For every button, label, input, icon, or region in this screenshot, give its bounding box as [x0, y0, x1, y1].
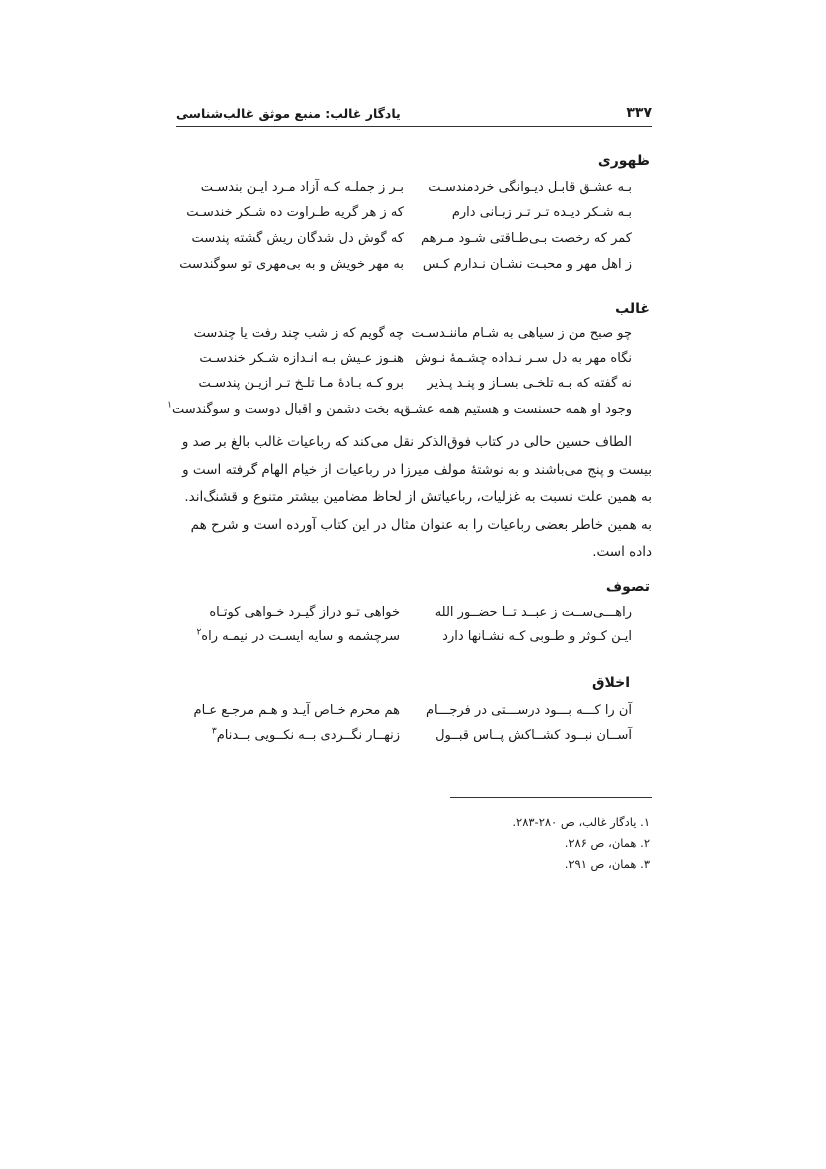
verse-row: [176, 728, 652, 750]
footnote-marker: ۲: [196, 627, 202, 638]
hemistich-text: به بخت دشمن و اقبال دوست و سوگندست: [171, 402, 404, 417]
hemistich-second: به مهر خویش و به بی‌مهری تو سوگندست: [179, 257, 404, 272]
hemistich-first: آســان نبــود کشــاکش پــاس قبــول: [435, 728, 632, 743]
hemistich-first: بـه شـکر دیـده تـر تـر زبـانی دارم: [451, 205, 632, 220]
verse-row: [176, 605, 652, 627]
section-heading-akhlaq: اخلاق: [591, 675, 630, 691]
hemistich-second: [172, 728, 400, 743]
hemistich-text: سرچشمه و سایه ایسـت در نیمـه راه: [201, 629, 400, 644]
prose-paragraph: [176, 429, 652, 567]
hemistich-second: [172, 629, 400, 644]
verse-row: [176, 351, 652, 373]
hemistich-first: راهـــی‌ســت ز عبــد تــا حضــور الله: [434, 605, 632, 620]
footnote-marker: ۳: [211, 726, 217, 737]
page-number: ۳۳۷: [626, 105, 652, 121]
hemistich-first: کمر که رخصت بـی‌طـاقتی شـود مـرهم: [420, 231, 632, 246]
hemistich-first: بـه عشـق قابـل دیـوانگی خردمندسـت: [428, 180, 632, 195]
footnotes: [350, 812, 650, 875]
prose-line: الطاف حسین حالی در کتاب فوق‌الذکر نقل می‌کند که رباعیات غالب بالغ بر صد و: [181, 434, 632, 450]
hemistich-first: ز اهل مهر و محبـت نشـان نـدارم کـس: [422, 257, 632, 272]
section-heading-zohuri: ظهوری: [597, 153, 650, 169]
verse-row: [176, 629, 652, 651]
hemistich-second: که ز هر گریه طـراوت ده شـکر خندسـت: [186, 205, 404, 220]
footnote-3: ۳. همان، ص ۲۹۱.: [564, 857, 650, 871]
hemistich-text: زنهــار نگــردی بــه نکــویی بــدنام: [216, 728, 400, 743]
footnote-1: ۱. یادگار غالب، ص ۲۸۰-۲۸۳.: [512, 815, 650, 829]
prose-line: بیست و پنج می‌باشند و به نوشتهٔ مولف میرزا در رباعیات از خیام الهام گرفته است و: [182, 461, 652, 478]
footnote-divider: [450, 797, 652, 798]
footnote-2: ۲. همان، ص ۲۸۶.: [564, 836, 650, 850]
running-title: یادگار غالب: منبع موثق غالب‌شناسی: [176, 105, 401, 121]
hemistich-second: که گوش دل شدگان ریش گشته پندست: [191, 231, 404, 246]
verse-row: [176, 231, 652, 253]
verse-row: [176, 180, 652, 202]
hemistich-second: چه گویم که ز شب چند رفت یا چندست: [193, 326, 404, 341]
section-heading-ghalib: غالب: [615, 301, 650, 317]
hemistich-second: هم محرم خـاص آیـد و هـم مرجـع عـام: [193, 703, 400, 718]
hemistich-first: وجود او همه حسنست و هستیم همه عشـق: [400, 402, 632, 417]
hemistich-first: نه گفته که بـه تلخـی بسـاز و پنـد پـذیر: [427, 376, 632, 391]
verse-row: [176, 703, 652, 725]
hemistich-first: ایـن کـوثر و طـوبی کـه نشـانها دارد: [442, 629, 632, 644]
hemistich-second: بـر ز جملـه کـه آزاد مـرد ایـن بندسـت: [200, 180, 404, 195]
verse-row: [167, 400, 652, 424]
page-header: [176, 100, 652, 127]
verse-row: [176, 376, 652, 398]
verse-row: [176, 326, 652, 348]
hemistich-second: برو کـه بـادهٔ مـا تلـخ تـر ازیـن پندسـت: [198, 376, 404, 391]
hemistich-first: آن را کـــه بـــود درســـتی در فرجـــام: [425, 703, 632, 718]
hemistich-second: هنـوز عـیش بـه انـدازه شـکر خندسـت: [199, 351, 404, 366]
section-heading-tasawwuf: تصوف: [605, 579, 650, 595]
hemistich-second: خواهی تـو دراز گیـرد خـواهی کوتـاه: [209, 605, 400, 620]
prose-line: به همین خاطر بعضی رباعیات را به عنوان مثال در این کتاب آورده است و شرح هم: [190, 516, 652, 533]
prose-line: داده است.: [592, 544, 652, 561]
hemistich-first: نگاه مهر به دل سـر نـداده چشـمهٔ نـوش: [415, 351, 632, 366]
hemistich-first: چو صبح من ز سیاهی به شـام ماننـدسـت: [411, 326, 632, 341]
verse-row: [176, 257, 652, 279]
footnote-marker: ۱: [167, 400, 172, 411]
hemistich-second: [167, 400, 404, 417]
verse-row: [176, 205, 652, 227]
prose-line: به همین علت نسبت به غزلیات، رباعیاتش از لحاظ مضامین بیشتر متنوع و قشنگ‌اند.: [184, 489, 652, 506]
